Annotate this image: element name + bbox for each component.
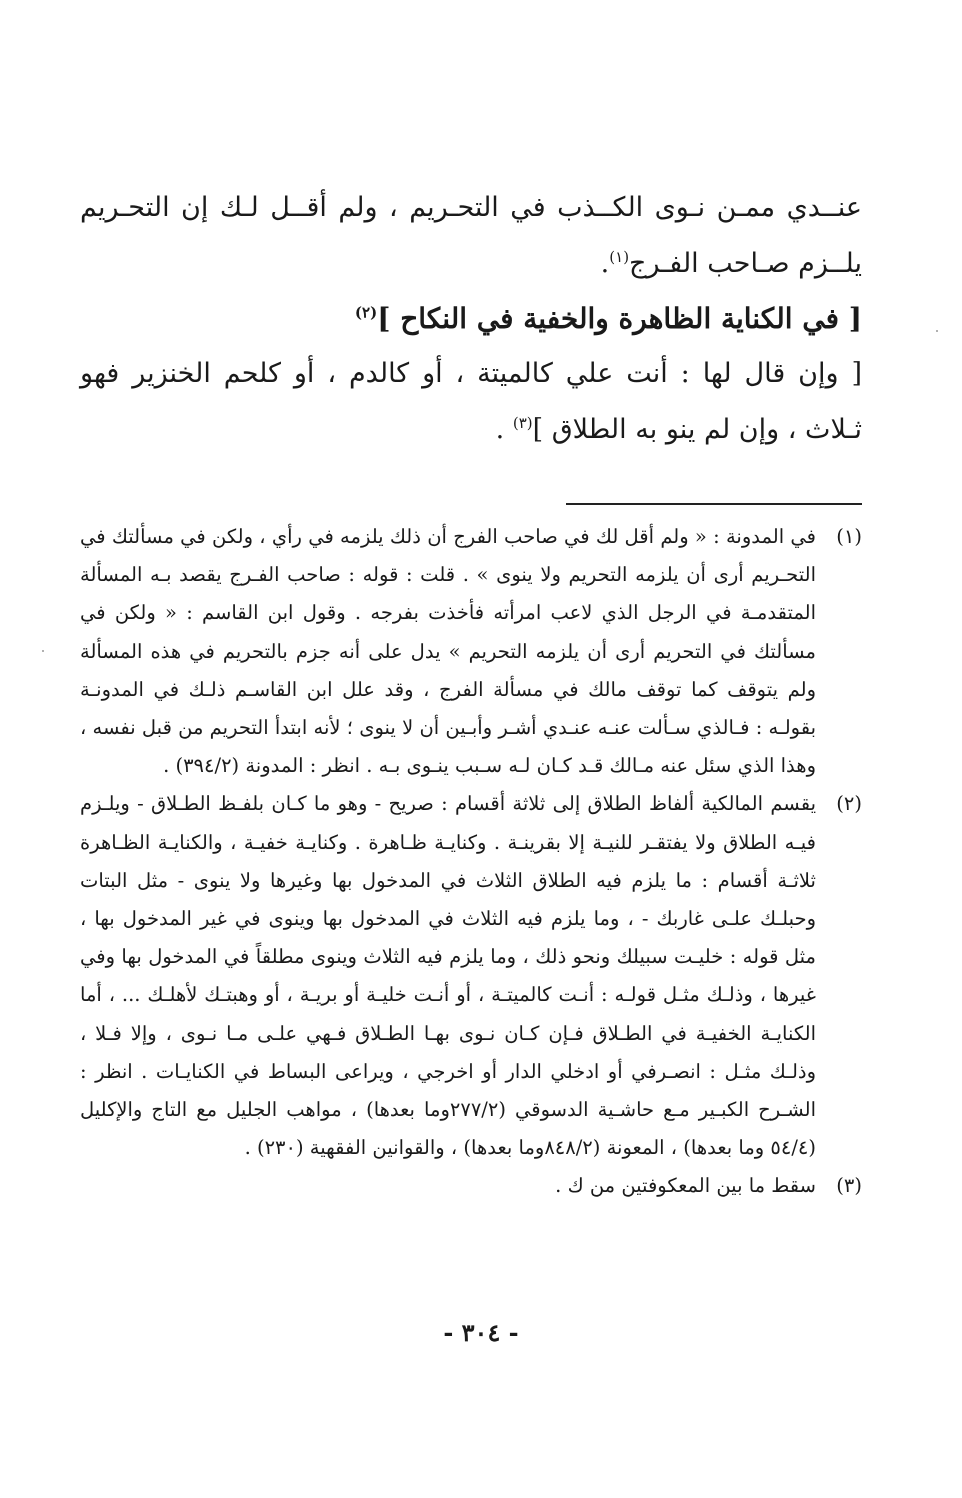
paragraph-2-end: . <box>495 414 513 445</box>
footnote-text: سقط ما بين المعكوفتين من ك . <box>555 1174 816 1198</box>
footnote-ref-2: (٢) <box>354 303 378 322</box>
footnote-text: في المدونة : « ولم أقل لك في صاحب الفرج أن ذلك يلزمه في رأي ، ولكن في مسألتك في التحـريم أرى أن يلزمه التحريم ولا ينوى » . قلت : قوله : صاحب الفـرج يقصد بـه المسألة المتقدمـة في الرجل الذي لاعب امرأته فأخذت بفرجه . وقول ابن القاسم : « ولكن في مسألتك في التحريم أرى أن يلزمه التحريم » يدل على أنه جزم بالتحريم في هذه المسألة ولم يتوقف كما توقف مالك في مسألة الفرج ، وقد علل ابن القاسـم ذلـك في المدونـة بقولـه : فـالذي سـألت عنـه عنـدي أشـر وأبـين أن لا ينوى ؛ لأنه ابتدأ التحريم من قبل نفسه ، وهذا الذي سئل عنه مـالك قـد كـان لـه سـبب ينـوى بـه . انظر : المدونة (٣٩٤/٢) . <box>80 525 816 778</box>
footnote-number: (٢) <box>836 792 862 816</box>
footnote-separator <box>566 503 862 505</box>
paragraph-2-text: [ وإن قال لها : أنت علي كالميتة ، أو كالدم ، أو كلحم الخنزير فهو ثـلاث ، وإن لم ينو به الطلاق ] <box>80 358 862 445</box>
paragraph-1-text: عنــدي ممـن نـوى الكــذب في التحـريم ، ولم أقــل لـك إن التحـريم يلــزم صـاحب الفـرج <box>80 192 862 279</box>
footnote-number: (٣) <box>836 1174 862 1198</box>
scan-speck <box>936 330 938 332</box>
footnote-number: (١) <box>836 525 862 548</box>
main-text <box>80 180 862 458</box>
footnotes <box>80 518 862 1206</box>
paragraph-1 <box>80 180 862 292</box>
footnote-ref-1: (١) <box>609 248 630 266</box>
paragraph-1-end: . <box>600 248 610 279</box>
footnote-2 <box>80 785 862 1167</box>
footnote-text: يقسم المالكية ألفاظ الطلاق إلى ثلاثة أقسام : صريح - وهو ما كـان بلفـظ الطـلاق - ويلـزم فيـه الطلاق ولا يفتقـر للنيـة إلا بقرينـة . وكنايـة ظـاهرة . وكنايـة خفيـة ، والكنايـة الظـاهرة ثلاثـة أقسام : ما يلزم فيه الطلاق الثلاث في المدخول بها وغيرها ولا ينوى - مثل البتات وحبلـك علـى غاربك - ، وما يلزم فيه الثلاث في المدخول بها وينوى في غير المدخول بها ، مثل قوله : خليـت سبيلك ونحو ذلك ، وما يلزم فيه الثلاث وينوى مطلقاً في المدخول بها وفي غيرها ، وذلـك مثـل قولـه : أنـت كالميتـة ، أو أنـت خليـة أو بريـة ، أو وهبتـك لأهلـك ... ، أما الكنايـة الخفيـة في الطـلاق فـإن كـان نـوى بهـا الطـلاق فـهي علـى مـا نـوى ، وإلا فـلا ، وذلـك مثـل : انصـرفي أو ادخلي الدار أو اخرجي ، ويراعى البساط في الكنايـات . انظر : الشـرح الكبـير مـع حاشـية الدسوقي (٢٧٧/٢وما بعدها) ، مواهب الجليل مع التاج والإكليل (٥٤/٤ وما بعدها) ، المعونة (٨٤٨/٢وما بعدها) ، والقوانين الفقهية (٢٣٠) . <box>80 792 816 1160</box>
page-number: - ٣٠٤ - <box>443 1318 519 1347</box>
section-heading-text: [ في الكناية الظاهرة والخفية في النكاح ] <box>377 302 862 335</box>
footnote-3 <box>80 1167 862 1205</box>
section-heading <box>80 292 862 346</box>
scan-speck <box>42 650 44 652</box>
footnote-1 <box>80 518 862 785</box>
paragraph-2 <box>80 346 862 458</box>
footnote-ref-3: (٣) <box>512 414 533 432</box>
